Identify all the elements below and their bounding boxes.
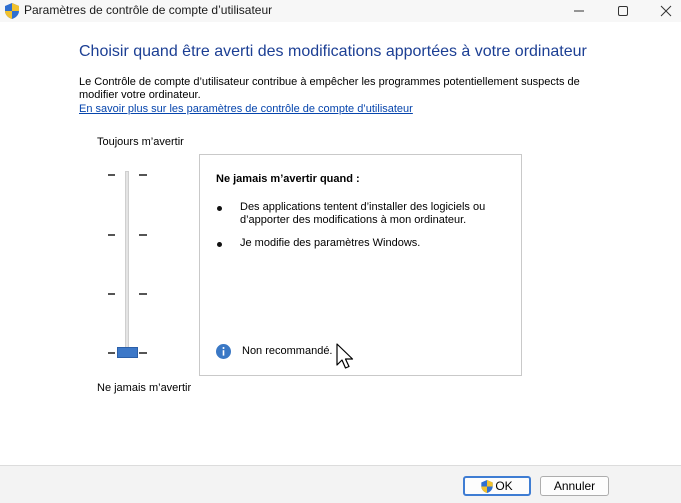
maximize-button[interactable] [600, 0, 646, 22]
ok-button-label: OK [495, 479, 513, 493]
list-item-text: Des applications tentent d’installer des logiciels ou d’apporter des modifications à mon ordinateur. [240, 201, 486, 226]
recommendation-note: Non recommandé. [242, 345, 333, 357]
description-text: Le Contrôle de compte d’utilisateur contribue à empêcher les programmes potentiellement suspects de modifier votre ordinateur. [79, 76, 580, 101]
maximize-icon [617, 5, 629, 17]
panel-title: Ne jamais m’avertir quand : [216, 173, 360, 185]
slider-tick [108, 352, 115, 354]
cancel-button[interactable] [540, 476, 609, 496]
list-item [217, 201, 497, 227]
slider-tick [139, 174, 147, 176]
level-description-panel [199, 154, 522, 376]
bullet-icon [217, 242, 222, 247]
learn-more-link[interactable]: En savoir plus sur les paramètres de contrôle de compte d’utilisateur [79, 103, 413, 115]
slider-tick [139, 352, 147, 354]
ok-button[interactable] [463, 476, 531, 496]
slider-tick [139, 293, 147, 295]
slider-track[interactable] [125, 171, 129, 355]
slider-tick [108, 174, 115, 176]
uac-shield-icon [481, 480, 493, 493]
cancel-button-label: Annuler [553, 479, 596, 493]
slider-tick [139, 234, 147, 236]
slider-thumb[interactable] [117, 347, 138, 358]
list-item [217, 237, 497, 250]
slider-tick [108, 234, 115, 236]
bullet-icon [217, 206, 222, 211]
mouse-pointer-icon [336, 343, 354, 371]
title-bar [0, 0, 681, 22]
slider-tick [108, 293, 115, 295]
uac-shield-icon [5, 3, 19, 19]
minimize-icon [573, 5, 585, 17]
window-title: Paramètres de contrôle de compte d’utilisateur [24, 3, 273, 17]
slider-bottom-label: Ne jamais m’avertir [97, 382, 192, 394]
close-button[interactable] [643, 0, 681, 22]
info-icon [216, 344, 231, 359]
notification-level-slider[interactable] [104, 164, 154, 364]
close-icon [660, 5, 672, 17]
list-item-text: Je modifie des paramètres Windows. [240, 237, 421, 249]
slider-top-label: Toujours m’avertir [97, 136, 184, 148]
page-heading: Choisir quand être averti des modifications apportées à votre ordinateur [79, 43, 587, 60]
minimize-button[interactable] [556, 0, 602, 22]
